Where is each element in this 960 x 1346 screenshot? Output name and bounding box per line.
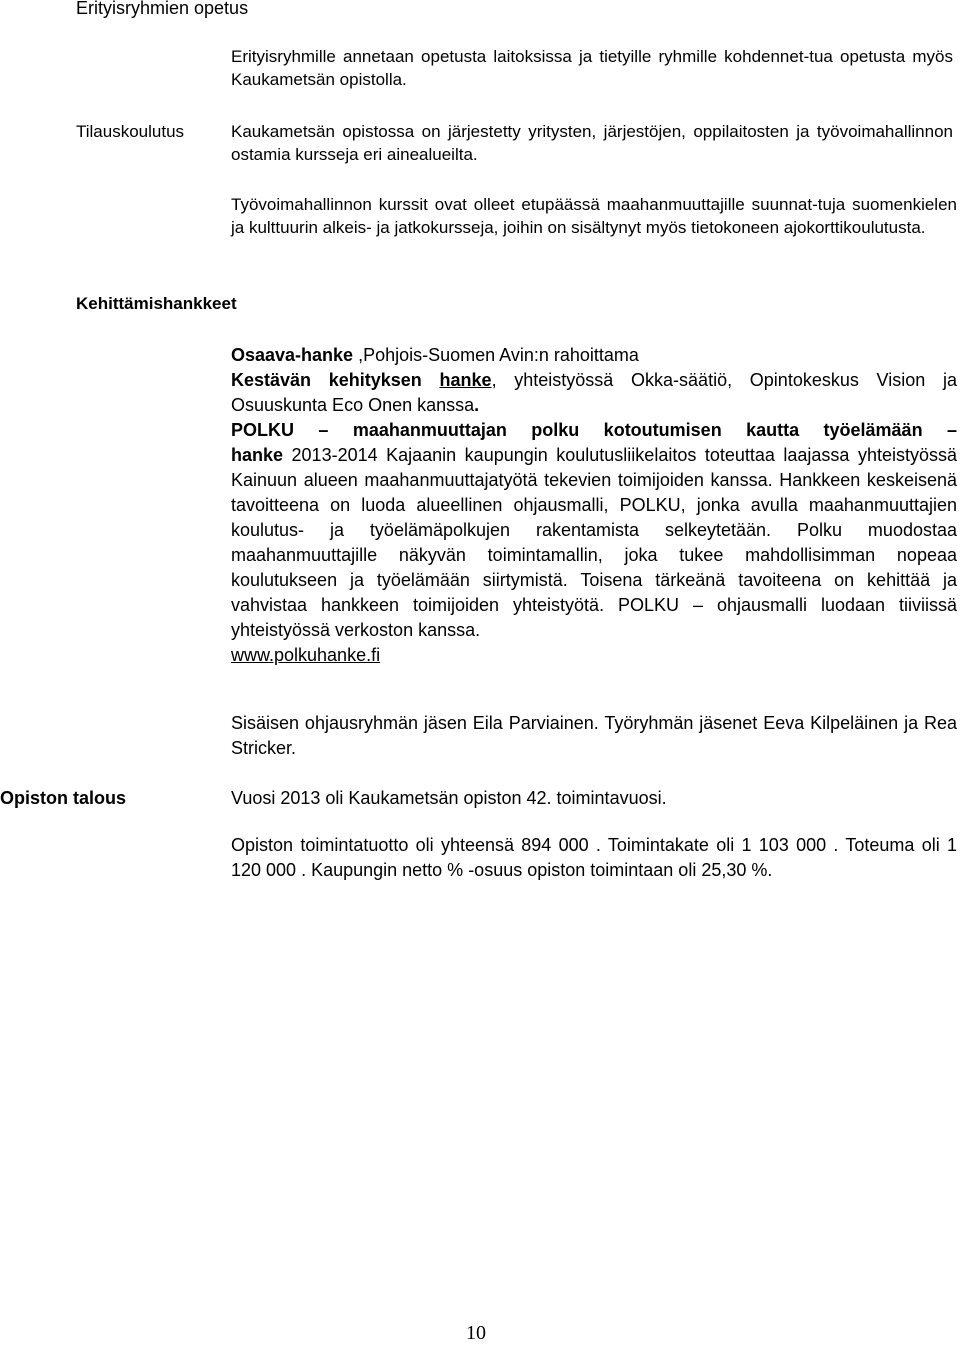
polku-hanke-description [231,443,957,643]
polku-hanke-word: hanke [231,445,284,465]
paragraph-tyovoimahallinnon-kurssit: Työvoimahallinnon kurssit ovat olleet etupäässä maahanmuuttajille suunnat-tuja suomenkielen ja kulttuurin alkeis- ja jatkokursseja, joihin on sisältynyt myös tietokoneen ajokorttikoulutusta. [231,195,957,237]
paragraph-erityisryhmien-opetus: Erityisryhmille annetaan opetusta laitoksissa ja tietyille ryhmille kohdennet-tua opetusta myös Kaukametsän opistolla. [231,47,953,89]
paragraph-ohjausryhma: Sisäisen ohjausryhmän jäsen Eila Parviainen. Työryhmän jäsenet Eeva Kilpeläinen ja Rea Stricker. [231,713,957,758]
paragraph-talous-luvut: Opiston toimintatuotto oli yhteensä 894 000 . Toimintakate oli 1 103 000 . Toteuma oli 1 120 000 . Kaupungin netto % -osuus opiston toimintaan oli 25,30 %. [231,835,957,880]
heading-erityisryhmien-opetus: Erityisryhmien opetus [76,0,249,18]
paragraph-toimintavuosi: Vuosi 2013 oli Kaukametsän opiston 42. toimintavuosi. [231,788,667,808]
kestavan-kehityksen-period: . [474,395,480,415]
paragraph-tilauskoulutus: Kaukametsän opistossa on järjestetty yritysten, järjestöjen, oppilaitosten ja työvoimahallinnon ostamia kursseja eri ainealueilta. [231,122,953,164]
kestavan-hanke-word: hanke [439,370,492,390]
heading-kehittamishankkeet: Kehittämishankkeet [76,294,237,313]
page-number: 10 [466,1322,486,1344]
polku-hanke-text: 2013-2014 Kajaanin kaupungin koulutusliikelaitos toteuttaa laajassa yhteistyössä Kainuun alueen maahanmuuttajatyötä tekevien toimijoiden kanssa. Hankkeen keskeisenä tavoitteena on luoda alueellinen ohjausmalli, POLKU, jonka avulla maahanmuuttajien koulutus- ja työelämäpolkujen rakentamista selkeytetään. Polku muodostaa maahanmuuttajille näkyvän toimintamallin, joka tukee mahdollisimman nopeaa koulutukseen ja työelämään siirtymistä. Toisena tärkeänä tavoiteena on kehittää ja vahvistaa hankkeen toimijoiden yhteistyötä. POLKU – ohjausmalli luodaan tiiviissä yhteistyössä verkoston kanssa. [231,445,957,640]
heading-opiston-talous: Opiston talous [0,788,126,808]
polkuhanke-link[interactable]: www.polkuhanke.fi [231,645,381,665]
paragraph-kehittamishankkeet [231,343,957,668]
kestavan-kehityksen-name: Kestävän kehityksen [231,370,422,390]
polku-hanke-title: POLKU – maahanmuuttajan polku kotoutumisen kautta työelämään – [231,420,957,440]
kestavan-kehityksen-hanke [231,368,957,418]
osaava-hanke-name: Osaava-hanke [231,345,354,365]
osaava-hanke-description: ,Pohjois-Suomen Avin:n rahoittama [353,345,639,365]
kestavan-kehityksen-description: , yhteistyössä Okka-säätiö, Opintokeskus Vision ja Osuuskunta Eco Onen kanssa [231,370,957,415]
osaava-hanke-line [231,343,957,368]
heading-tilauskoulutus: Tilauskoulutus [76,122,185,141]
